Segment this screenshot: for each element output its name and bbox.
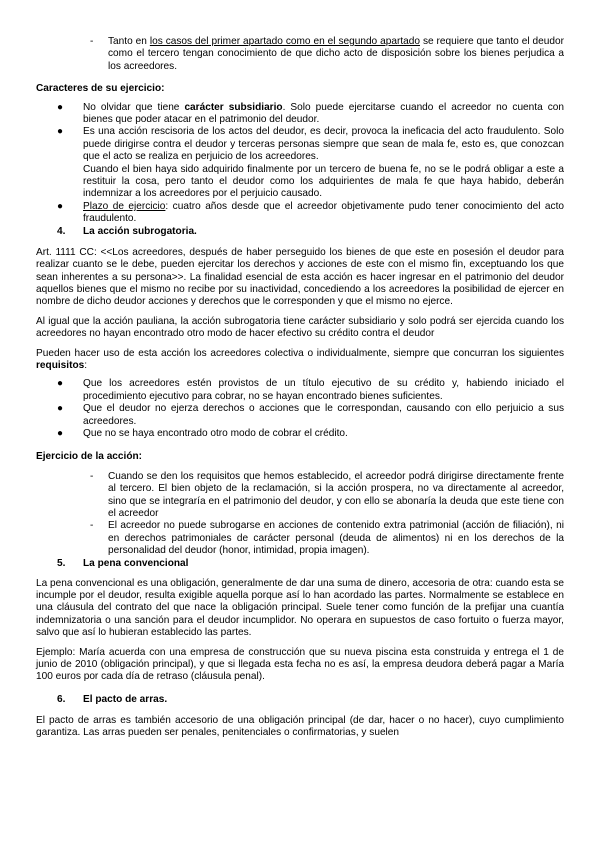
- section-6-heading: 6. El pacto de arras.: [57, 693, 168, 705]
- dash-item: - El acreedor no puede subrogarse en acciones de contenido extra patrimonial (acción de filiación), ni en derechos patrimoniales de carácter personal (deuda de alimentos) ni en los derechos de la personalidad del deudor (honor, intimidad, propia imagen).: [90, 520, 564, 557]
- section-4-heading: 4. La acción subrogatoria.: [57, 225, 197, 237]
- bullet-marker: ●: [57, 126, 64, 138]
- dash-marker: -: [90, 520, 94, 532]
- list-item: ● Que los acreedores estén provistos de un título ejecutivo de su crédito y, habiendo iniciado el procedimiento ejecutivo para cobrar, no se hayan encontrado bienes suficientes.: [57, 378, 564, 402]
- section-5-paragraph-1: La pena convencional es una obligación, generalmente de dar una suma de dinero, accesoria de otra: cuando esta se incumple por el deudor, resulta exigible aquella porque así lo han acordado las partes. Normalmente se establece en una cláusula del contrato del que nace la obligación principal. Suele tener como función de la prefijar una cuantía indemnizatoria o una sanción para el deudor incumplidor. No operara en supuestos de caso fortuito o fuerza mayor, salvo que así lo hubieran establecido las partes.: [36, 577, 564, 639]
- bullet-marker: ●: [57, 403, 64, 415]
- caracteres-list: [36, 102, 564, 226]
- dash-list-top: [90, 36, 564, 73]
- dash-item: [90, 36, 564, 73]
- list-item: ● No olvidar que tiene carácter subsidiario. Solo puede ejercitarse cuando el acreedor no cuenta con bienes que poder atacar en el patrimonio del deudor.: [57, 101, 564, 126]
- dash-marker: -: [90, 470, 94, 482]
- section-5-paragraph-2: Ejemplo: María acuerda con una empresa de construcción que su nueva piscina esta construida y entrega el 1 de junio de 2010 (obligación principal), y que si llegada esta fecha no es así, la empresa deudora deberá pagar a María 100 euros por cada día de retraso (cláusula penal).: [36, 646, 564, 683]
- section-4-paragraph-2: Al igual que la acción pauliana, la acción subrogatoria tiene carácter subsidiario y solo podrá ser ejercida cuando los acreedores no hayan encontrado otro modo de hacer efectivo su crédito contra el deudor: [36, 315, 564, 340]
- caracteres-heading: Caracteres de su ejercicio:: [36, 83, 165, 95]
- dash-marker: -: [90, 36, 94, 47]
- bullet-marker: ●: [57, 200, 64, 212]
- list-item: ● Es una acción rescisoria de los actos del deudor, es decir, provoca la ineficacia del acto fraudulento. Solo puede dirigirse contra el deudor y terceras personas siempre que sean de mala fe, esto es, que conozcan que el acto se realiza en perjuicio de los acreedores. Cuando el bien haya sido adquirido finalmente por un tercero de buena fe, no se le podrá obligar a este a restituir la cosa, pero tanto el deudor como los adquirientes de mala fe que haya habido, deberán indemnizar a los acreedores por el perjuicio causado.: [57, 126, 564, 200]
- section-6-paragraph-1: El pacto de arras es también accesorio de una obligación principal (de dar, hacer o no hacer), cuyo cumplimiento garantiza. Las arras pueden ser penales, penitenciales o confirmatorias, y suelen: [36, 714, 564, 739]
- dash-item: - Cuando se den los requisitos que hemos establecido, el acreedor podrá dirigirse directamente frente al tercero. El bien objeto de la reclamación, si la acción prospera, no va directamente al acreedor, sino que se integraría en el patrimonio del deudor, y con ello se abonaría la deuda que este tiene con el acreedor: [90, 470, 564, 519]
- list-item: ● Que el deudor no ejerza derechos o acciones que le correspondan, causando con ello perjuicio a sus acreedores.: [57, 403, 564, 427]
- requisitos-list: [36, 378, 564, 440]
- bullet-marker: ●: [57, 427, 64, 439]
- list-item: ● Que no se haya encontrado otro modo de cobrar el crédito.: [57, 427, 348, 439]
- ejercicio-list: [90, 471, 564, 558]
- dash-text: Tanto en los casos del primer apartado como en el segundo apartado se requiere que tanto el deudor como el tercero tengan conocimiento de que dicho acto de disposición sobre los bienes perjudica a los acreedores.: [108, 36, 564, 72]
- underlined-term: Plazo de ejercicio: [83, 200, 166, 212]
- list-item: ● Plazo de ejercicio: cuatro años desde que el acreedor objetivamente pudo tener conocimiento del acto fraudulento.: [57, 200, 565, 225]
- section-4-paragraph-1: Art. 1111 CC: <<Los acreedores, después de haber perseguido los bienes de que este en posesión el deudor para realizar cuanto se le debe, pueden ejercitar los derechos y acciones de este con el mismo fin, exceptuando los que sean inherentes a su persona>>. La finalidad esencial de esta acción es hacer ingresar en el patrimonio del deudor aquellos bienes que el mismo no recibe por su inactividad, concediendo a los acreedores la posibilidad de ejercer en nombre de dicho deudor acciones y derechos que le corresponden y que el mismo no ejerce.: [36, 246, 564, 308]
- document-page: [36, 36, 564, 740]
- section-5-heading: 5. La pena convencional: [57, 557, 189, 569]
- ejercicio-heading: Ejercicio de la acción:: [36, 451, 143, 463]
- underlined-reference: los casos del primer apartado como en el segundo apartado: [149, 36, 420, 47]
- section-4-paragraph-3: Pueden hacer uso de esta acción los acreedores colectiva o individualmente, siempre que concurran los siguientes requisitos:: [36, 347, 564, 371]
- bullet-marker: ●: [57, 378, 64, 390]
- bullet-marker: ●: [57, 101, 64, 113]
